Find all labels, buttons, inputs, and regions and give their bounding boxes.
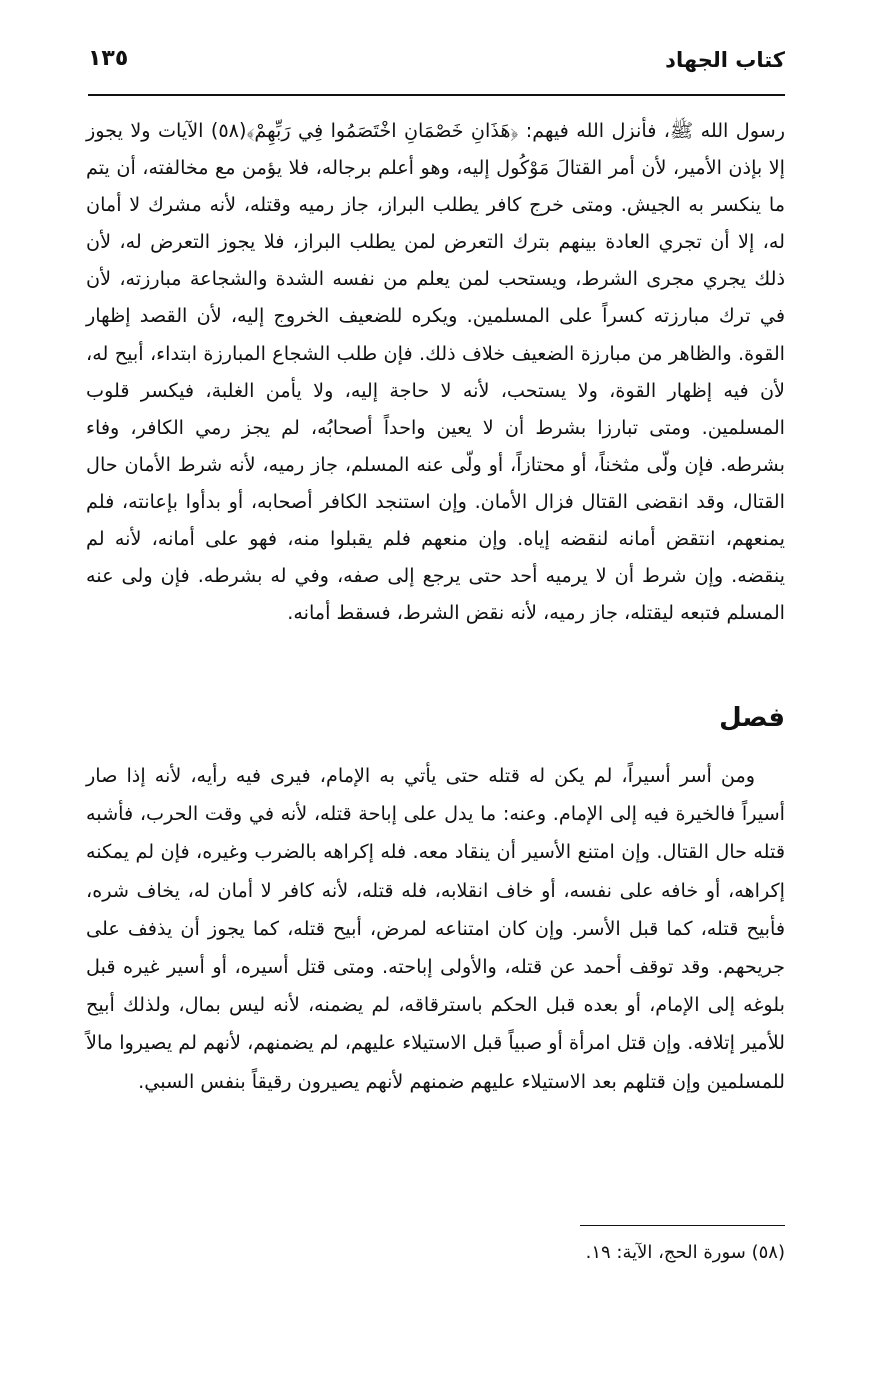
book-title: كتاب الجهاد	[665, 48, 785, 72]
running-header	[88, 40, 785, 84]
section-heading: فصل	[719, 703, 785, 733]
footnote-rule	[580, 1225, 785, 1226]
page-number: ١٣٥	[88, 46, 129, 71]
paragraph: ومن أسر أسيراً، لم يكن له قتله حتى يأتي به الإمام، فيرى فيه رأيه، لأنه إذا صار أسيراً فالخيرة فيه إلى الإمام. وعنه: ما يدل على إباحة قتله، لأنه في وقت الحرب، فأشبه قتله حال القتال. وإن امتنع الأسير أن ينقاد معه. فله إكراهه بالضرب وغيره، فإن لم يمكنه إكراهه، أو خافه على نفسه، أو خاف انقلابه، فله قتله، لأنه كافر لا أمان له، يخاف شره، فأبيح قتله، كما قبل الأسر. وإن كان امتناعه لمرض، أبيح قتله، كما يجوز أن يذفف على جريحهم. وقد توقف أحمد عن قتله، والأولى إباحته. ومتى قتل أسيره، أو أسير غيره قبل بلوغه إلى الإمام، أو بعده قبل الحكم باسترقاقه، لم يضمنه، لأنه ليس بمال، ولذلك أبيح للأمير إتلافه. وإن قتل امرأة أو صبياً قبل الاستيلاء عليهم، لم يضمنهم، لأنهم لم يصيروا مالاً للمسلمين وإن قتلهم بعد الاستيلاء عليهم ضمنهم لأنهم يصيرون رقيقاً بنفس السبي.	[86, 764, 785, 1093]
paragraph: رسول الله ﷺ، فأنزل الله فيهم: ﴿هَذَانِ خَصْمَانِ اخْتَصَمُوا فِي رَبِّهِمْ﴾(٥٨) الآيات ولا يجوز إلا بإذن الأمير، لأن أمر القتالَ مَوْكُول إليه، وهو أعلم برجاله، فلا يؤمن مع مخالفته، أن يتم ما ينكسر به الجيش. ومتى خرج كافر يطلب البراز، جاز رميه وقتله، لأنه مشرك لا أمان له، إلا أن تجري العادة بينهم بترك التعرض لمن يطلب البراز، فلا يجوز التعرض له، لأن ذلك يجري مجرى الشرط، ويستحب لمن يعلم من نفسه الشدة والشجاعة مبارزته، لأن في ترك مبارزته كسراً على المسلمين. ويكره للضعيف الخروج إليه، لأن القصد إظهار القوة. والظاهر من مبارزة الضعيف خلاف ذلك. فإن طلب الشجاع المبارزة ابتداء، أبيح له، لأن فيه إظهار القوة، ولا يستحب، لأنه لا حاجة إليه، ولا يأمن الغلبة، فيكسر قلوب المسلمين. ومتى تبارزا بشرط أن لا يعين واحداً أصحابُه، لم يجز رمي الكافر، وفاء بشرطه. فإن ولّى مثخناً، أو محتازاً، أو ولّى عنه المسلم، جاز رميه، لأنه شرط الأمان حال القتال، وقد انقضى القتال فزال الأمان. وإن استنجد الكافر أصحابه، أو بدأوا بإعانته، فلم يمنعهم، انتقض أمانه لنقضه إياه. وإن منعهم فلم يقبلوا منه، فهو على أمانه، لأنه لم ينقضه. وإن شرط أن لا يرميه أحد حتى يرجع إلى صفه، وفي له بشرطه. فإن ولى عنه المسلم فتبعه ليقتله، جاز رميه، لأنه نقض الشرط، فسقط أمانه.	[86, 119, 786, 625]
header-rule	[88, 94, 785, 96]
footnote: (٥٨) سورة الحج، الآية: ١٩.	[585, 1242, 785, 1263]
main-text	[86, 112, 785, 631]
section-text	[86, 757, 785, 1101]
